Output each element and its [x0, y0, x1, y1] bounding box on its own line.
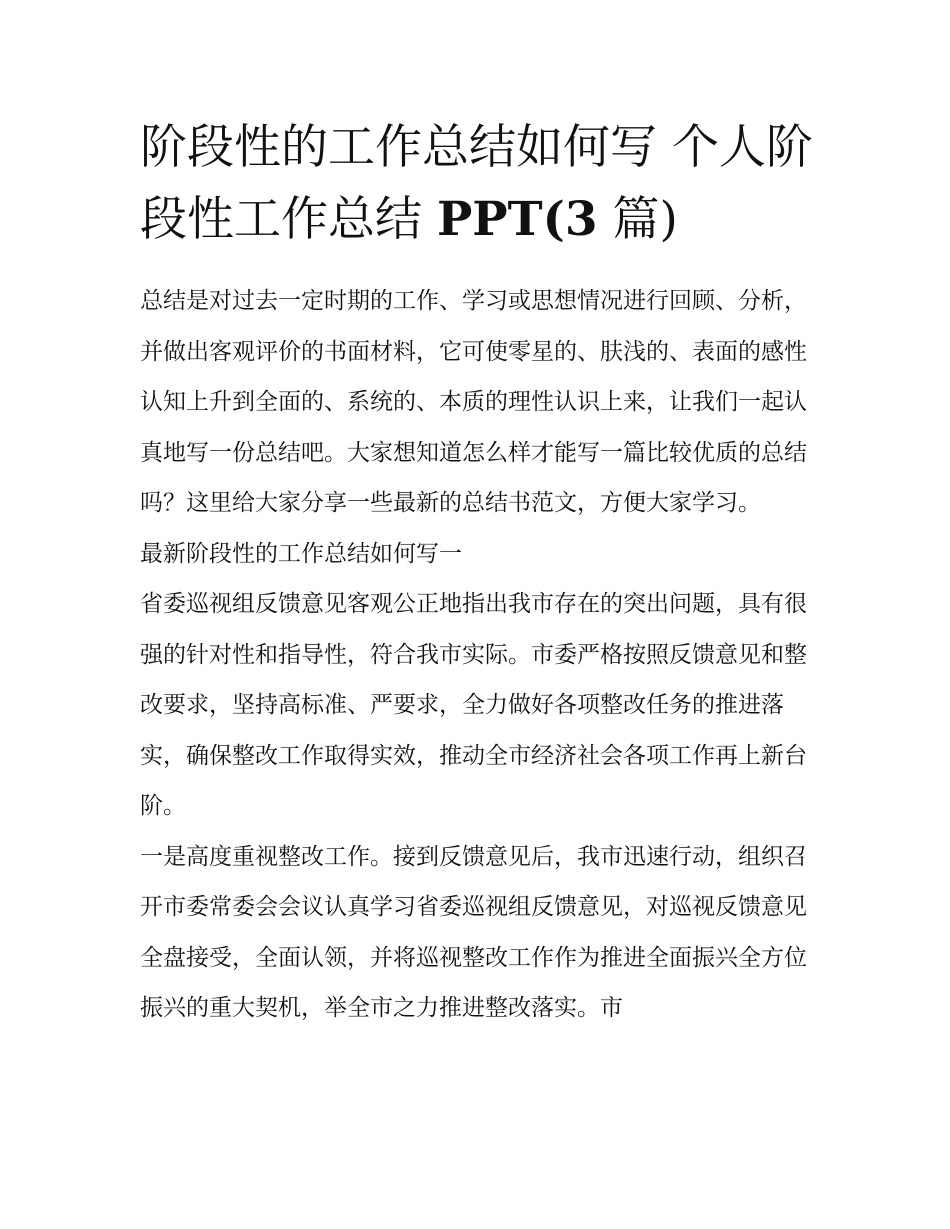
body-paragraph: 省委巡视组反馈意见客观公正地指出我市存在的突出问题，具有很强的针对性和指导性，符合我市实际。市委严格按照反馈意见和整改要求，坚持高标准、严要求，全力做好各项整改任务的推进落实，确保整改工作取得实效，推动全市经济社会各项工作再上新台阶。 — [140, 591, 807, 819]
title-chinese-text: 阶段性的工作总结如何写 个人阶段性工作总结 — [140, 120, 813, 247]
document-body — [140, 276, 815, 1034]
title-tail-text: 篇) — [612, 192, 678, 247]
body-paragraph: 一是高度重视整改工作。接到反馈意见后，我市迅速行动，组织召开市委常委会会议认真学习省委巡视组反馈意见，对巡视反馈意见全盘接受，全面认领，并将巡视整改工作作为推进全面振兴全方位振兴的重大契机，举全市之力推进整改落实。市 — [140, 843, 807, 1021]
section-heading: 最新阶段性的工作总结如何写一 — [140, 540, 462, 567]
document-title — [140, 112, 820, 256]
intro-paragraph: 总结是对过去一定时期的工作、学习或思想情况进行回顾、分析，并做出客观评价的书面材料，它可使零星的、肤浅的、表面的感性认知上升到全面的、系统的、本质的理性认识上来，让我们一起认真地写一份总结吧。大家想知道怎么样才能写一篇比较优质的总结吗？这里给大家分享一些最新的总结书范文，方便大家学习。 — [140, 288, 807, 516]
title-latin-text: PPT(3 — [436, 192, 598, 247]
